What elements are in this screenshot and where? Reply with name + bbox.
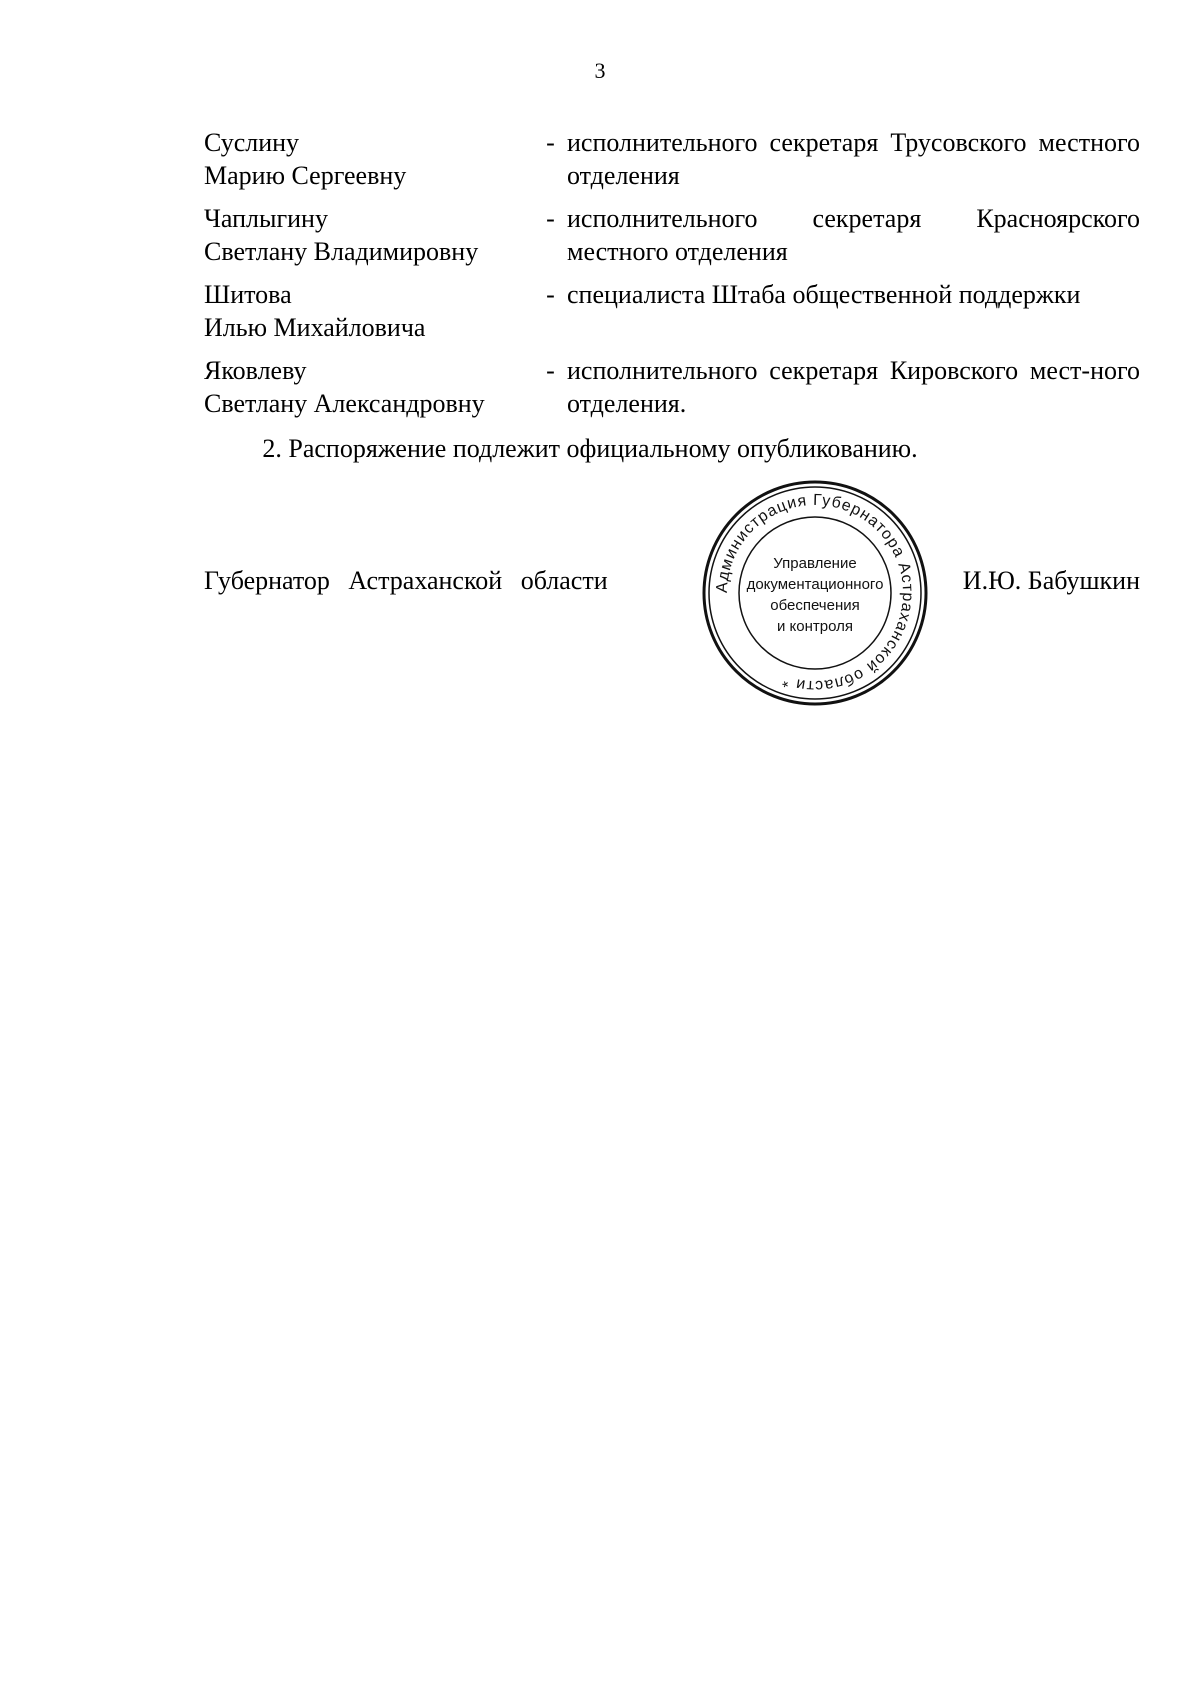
entry-person-name [204,354,534,420]
seal-center-line-1: Управление [773,555,857,572]
list-item [204,202,1140,268]
entry-person-name [204,202,534,268]
list-item [204,354,1140,420]
seal-center-line-2: документационного [746,576,884,593]
entry-dash: - [546,280,555,309]
entry-name-line-2: Илью Михайловича [204,313,426,342]
entry-name-line-2: Светлану Александровну [204,389,485,418]
list-item [204,278,1140,344]
entry-position: специалиста Штаба общественной поддержки [567,280,1081,309]
entry-position: исполнительного секретаря Красноярского местного отделения [567,204,1140,266]
entry-position: исполнительного секретаря Трусовского местного отделения [567,128,1140,190]
entry-name-line-2: Светлану Владимировну [204,237,479,266]
signatory-title: Губернатор Астраханской области [204,566,608,595]
entry-person-name [204,126,534,192]
entry-position: исполнительного секретаря Кировского мест-ного отделения. [567,356,1140,418]
signatory-name: И.Ю. Бабушкин [962,566,1140,595]
entry-name-line-1: Шитова [204,280,292,309]
seal-stamp-icon [700,478,930,708]
entry-dash: - [546,356,555,385]
entry-name-line-2: Марию Сергеевну [204,161,407,190]
entry-dash: - [546,204,555,233]
page-number: 3 [594,58,606,83]
list-item [204,126,1140,192]
entry-person-name [204,278,534,344]
seal-center-line-4: и контроля [776,618,854,635]
entry-name-line-1: Суслину [204,128,300,157]
paragraph-text: 2. Распоряжение подлежит официальному опубликованию. [262,434,918,463]
entry-dash: - [546,128,555,157]
seal-middle-ring [709,487,921,699]
official-seal [700,478,930,708]
seal-inner-ring [739,517,891,669]
seal-outer-ring [704,482,926,704]
seal-center-line-3: обеспечения [770,597,860,614]
entry-name-line-1: Чаплыгину [204,204,328,233]
seal-ring-text: Администрация Губернатора Астраханской области * [713,491,917,695]
appointee-list [204,126,1140,430]
entry-name-line-1: Яковлеву [204,356,307,385]
paragraph-publication [0,432,1200,465]
